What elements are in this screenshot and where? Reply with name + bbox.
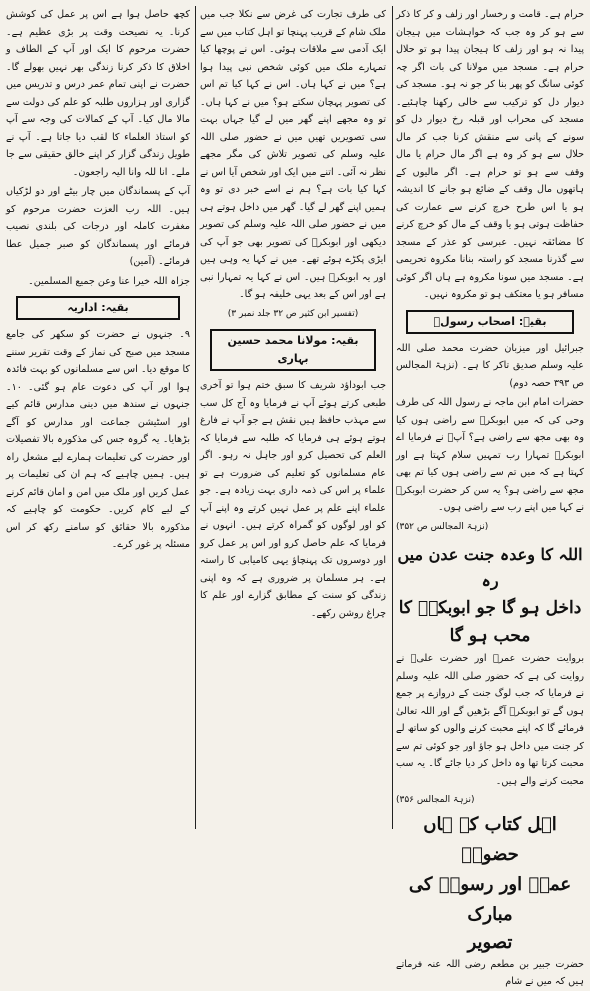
right-ref1: (نزہۃ المجالس ص ۳۵۲) — [396, 521, 489, 532]
left-text2: ۹۔ جنہوں نے حضرت کو سکھر کی جامع مسجد میں صبح کی نماز کے وقت تقریر سننے کا موقع دیا۔ اس سے مسلمانوں کو بہت فائدہ ہوا اور آپ کی دعوت عام ہو گئی۔ ۱۰۔ جنہوں نے سندھ میں دینی مدارس قائم کیے اور اسٹیشن جماعت اور مدارس کو آگے بڑھایا۔ یہ گروہ جس کی مذکورہ بالا تفصیلات اور حضرت کی تعلیمات ہمارے لیے مشعل راہ ہیں۔ ہمیں چاہیے کہ ہم ان کی تعلیمات پر عمل کریں اور ملک میں امن و امان قائم کرنے کے لیے کام کریں۔ حکومت کو چاہیے کہ مذکورہ بالا حقائق کو سامنے رکھ کر اس مسئلہ پر غور کرے۔ — [6, 329, 190, 550]
middle-text: کی طرف تجارت کی غرض سے نکلا جب میں ملک شام کے قریب پہنچا تو اہل کتاب میں سے ایک آدمی سے ملاقات ہوئی۔ اس نے پوچھا کیا تمہارے ملک میں کوئی شخص نبی پیدا ہوا ہے؟ میں نے کہا ہاں۔ اس نے کہا کیا تم اس کی تصویر پہچان سکتے ہو؟ میں نے کہا ہاں۔ تو وہ مجھے اپنے گھر میں لے گیا جہاں بہت سی تصویریں تھیں میں نے حضور صلی اللہ علیہ وسلم کی تصویر تلاش کی مگر مجھے نظر نہ آئی۔ اتنے میں ایک اور شخص آیا اس نے کہا کیا بات ہے؟ ہم نے اسے خبر دی تو وہ ہمیں اپنے گھر لے گیا۔ گھر میں داخل ہوتے ہی میں نے حضور صلی اللہ علیہ وسلم کی تصویر دیکھی اور ابوبکرؓ کی تصویر بھی جو آپ کی ایڑی پکڑے ہوئے تھے۔ میں نے کہا یہ وہی ہیں اور یہ ابوبکرؓ ہیں۔ اس نے کہا یہ تمہارا نبی ہے اور اس کے بعد یہی خلیفہ ہو گا۔ — [200, 9, 386, 300]
right-headline1: اللہ کا وعدہ جنت عدن میں رہ — [397, 545, 583, 590]
right-section2: حضرات امام ابن ماجہ نے رسول اللہ کی طرف وحی کی کہ میں ابوبکرؓ سے راضی ہوں کیا وہ بھی مجھ سے راضی ہے؟ آپؐ نے فرمایا اے ابوبکرؓ تمہارا رب تمہیں سلام کہتا ہے اور کہتا ہے کہ میں تم سے راضی ہوں کیا تم بھی مجھ سے راضی ہو؟ یہ سن کر حضرت ابوبکرؓ نے کہا میں اپنے رب سے راضی ہوں۔ — [396, 397, 584, 513]
middle-box-heading: بقیہ: مولانا محمد حسین بہاری — [210, 329, 376, 371]
right-headline3: اہل کتاب کے ہاں حضورؐ — [423, 813, 557, 865]
left-closing: جزاہ اللہ خیرا عنا وعن جمیع المسلمین۔ — [28, 275, 190, 287]
left-column — [6, 6, 190, 829]
right-headline5: تصویر — [467, 931, 513, 953]
right-box-heading: بقیہ: اصحاب رسولؐ — [406, 310, 574, 334]
right-intro-text: حرام ہے۔ قامت و رخسار اور زلف و کر کا ذکر سے ہو کر وہ جب کہ خواہشات میں ہیجان پیدا نہ ہو اور زلف کا ہیجان پیدا ہو تو حلال حرام ہے۔ مسجد میں مولانا کی بات اگر چہ کوئی سانگ کو پھر بنا کر جو نہ ہو۔ مسجد کی دیوار دل کو ترکیب سے خالی رکھنا چاہئیے۔ مسجد کی محراب اور قبلہ رخ دیوار دل کو سونے کے پانی سے منقش کرنا جب کر مال حلال سے ہو کر وہ ہے اگر مال حرام یا مال وقف سے ہو تو حرام ہے۔ اگر مالیوں کے ہاتھوں مال وقف کے ضائع ہو جانے کا اندیشہ ہو یا اس طرح خرچ کرنے سے عمارت کی حفاظت ہوتی ہو یا وقف کے مال کو خرچ کرنے کا مضائقہ نہیں۔ عبرسی کو عذر کے مسجد سے گذرنا مسجد کو راستہ بنانا مکروہ تحریمی ہے۔ مسجد میں سونا مکروہ ہے ہاں اگر کوئی مسافر ہو یا معتکف ہو تو مکروہ نہیں۔ — [396, 9, 584, 300]
right-ref2: (نزہۃ المجالس ۳۵۶) — [396, 795, 475, 805]
right-column — [396, 6, 584, 987]
middle-ref: (تفسیر ابن کثیر ص ۳۲ جلد نمبر ۳) — [227, 308, 359, 319]
middle-text2: جب ابوداؤد شریف کا سبق ختم ہوا تو آخری طبعی کرتے ہوئے آپ نے فرمایا وہ آج کل سب سے مہذب حافظ ہیں نقش ہے جو آپ نے فارغ ہوتے ہوئے ہی فرمایا کہ طلبہ سے فرمایا کہ العلم کی تحصیل کرو اور جاہل نہ رہو۔ اگر عام مسلمانوں کو تعلیم کی ضرورت ہے تو علماء پر اس کی ذمہ داری بہت زیادہ ہے۔ جو علماء اپنے علم پر عمل نہیں کرتے وہ اپنے آپ کو اور لوگوں کو گمراہ کرتے ہیں۔ انہوں نے فرمایا کہ علم حاصل کرو اور اس پر عمل کرو اور دوسروں تک پہنچاؤ یہی کامیابی کا راستہ ہے۔ ہر مسلمان پر ضروری ہے کہ وہ اپنی زندگی کو سنت کے مطابق گزارے اور علم کا چراغ روشن رکھے۔ — [200, 380, 386, 619]
column-divider-1 — [392, 6, 393, 829]
middle-column — [200, 6, 386, 829]
right-closing: حضرت جبیر بن مطعم رضی اللہ عنہ فرماتے ہیں کہ میں نے شام — [396, 958, 584, 987]
left-box-heading: بقیہ: اداریہ — [16, 296, 180, 320]
left-text: کچھ حاصل ہوا ہے اس پر عمل کی کوشش کرنا۔ یہ نصیحت وقت پر بڑی عظیم ہے۔ حضرت مرحوم کا ایک اور آپ کے الطاف و اخلاق کا ذکر کرنا زندگی بھر نہیں بھولے گا۔ حضرت نے اپنی تمام عمر درس و تدریس میں گزاری اور ہزاروں طلبہ کو علم کی دولت سے مالا مال کیا۔ آپ کے کمالات کی وجہ سے آپ کو استاذ العلماء کا لقب دیا جاتا ہے۔ آپ نے طویل زندگی گزار کر اپنے خالق حقیقی سے جا ملے۔ انا للہ وانا الیہ راجعون۔ — [6, 9, 190, 178]
column-divider-2 — [195, 6, 196, 829]
right-headline2: داخل ہو گا جو ابوبکرؓ کا محب ہو گا — [398, 598, 582, 646]
right-section1: جبرائیل اور میزبان حضرت محمد صلی اللہ علیہ وسلم صدیق تاکر کا ہے۔ (نزہۃ المجالس ص ۳۹۳ حصہ دوم) — [396, 342, 584, 389]
right-headline4: عمرؓ اور رسولؐ کی مبارک — [408, 873, 572, 925]
left-prayer: آپ کے پسماندگان میں چار بیٹے اور دو لڑکیاں ہیں۔ اللہ رب العزت حضرت مرحوم کو مغفرت کاملہ اور درجات کی بلندی نصیب فرمائے اور پسماندگان کو صبر جمیل عطا فرمائے۔ (آمین) — [6, 186, 190, 267]
right-section3: بروایت حضرت عمرؓ اور حضرت علیؓ نے روایت کی ہے کہ حضور صلی اللہ علیہ وسلم نے فرمایا کہ جب لوگ جنت کے دروازے پر جمع ہوں گے تو ابوبکرؓ آگے بڑھیں گے اور اللہ تعالیٰ فرمائے گا کہ اپنے محبت کرنے والوں کو ساتھ لے کر جنت میں داخل ہو جاؤ اور جو کوئی تم سے محبت کرتا تھا وہ داخل کر دیا جائے گا۔ یہ سب محبت کرنے والے ہیں۔ — [396, 653, 584, 787]
